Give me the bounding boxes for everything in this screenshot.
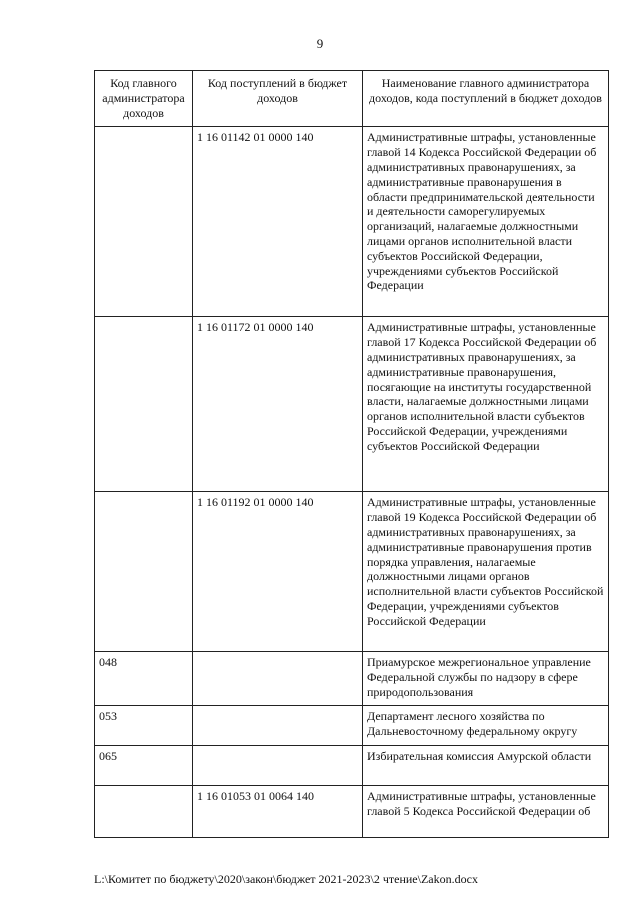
name-cell: Административные штрафы, установленные главой 17 Кодекса Российской Федерации об административных правонарушениях, за административные правонарушения, посягающие на институты государственной власти, налагаемые должностными лицами органов исполнительной власти субъектов Российской Федерации, учреждениями субъектов Российской Федерации [363,317,609,492]
table-row [95,317,609,492]
table-row [95,786,609,838]
admin-code-cell [95,492,193,652]
name-cell: Административные штрафы, установленные главой 14 Кодекса Российской Федерации об административных правонарушениях, за административные правонарушения в области предпринимательской деятельности и деятельности саморегулируемых организаций, налагаемые должностными лицами органов исполнительной власти субъектов Российской Федерации, учреждениями субъектов Российской Федерации [363,127,609,317]
table-row [95,492,609,652]
revenue-code-cell: 1 16 01053 01 0064 140 [193,786,363,838]
revenue-code-cell: 1 16 01172 01 0000 140 [193,317,363,492]
revenue-code-cell: 1 16 01192 01 0000 140 [193,492,363,652]
admin-code-cell: 048 [95,652,193,706]
table-header-row [95,71,609,127]
footer-file-path: L:\Комитет по бюджету\2020\закон\бюджет 2021-2023\2 чтение\Zakon.docx [94,872,478,886]
table-row [95,652,609,706]
table-row [95,127,609,317]
admin-code-cell: 065 [95,746,193,786]
header-revenue-code: Код поступлений в бюджет доходов [193,71,363,127]
table-row [95,706,609,746]
admin-code-cell: 053 [95,706,193,746]
name-cell: Департамент лесного хозяйства по Дальневосточному федеральному округу [363,706,609,746]
revenue-code-cell [193,706,363,746]
table-row [95,746,609,786]
revenue-code-cell: 1 16 01142 01 0000 140 [193,127,363,317]
header-name: Наименование главного администратора доходов, кода поступлений в бюджет доходов [363,71,609,127]
budget-table [94,70,609,838]
page-number: 9 [316,36,324,51]
name-cell: Приамурское межрегиональное управление Федеральной службы по надзору в сфере природопользования [363,652,609,706]
admin-code-cell [95,786,193,838]
revenue-code-cell [193,746,363,786]
admin-code-cell [95,317,193,492]
revenue-code-cell [193,652,363,706]
name-cell: Административные штрафы, установленные главой 19 Кодекса Российской Федерации об административных правонарушениях, за административные правонарушения против порядка управления, налагаемые должностными лицами органов исполнительной власти субъектов Российской Федерации, учреждениями субъектов Российской Федерации [363,492,609,652]
header-admin-code: Код главного администратора доходов [95,71,193,127]
name-cell: Административные штрафы, установленные главой 5 Кодекса Российской Федерации об [363,786,609,838]
admin-code-cell [95,127,193,317]
name-cell: Избирательная комиссия Амурской области [363,746,609,786]
